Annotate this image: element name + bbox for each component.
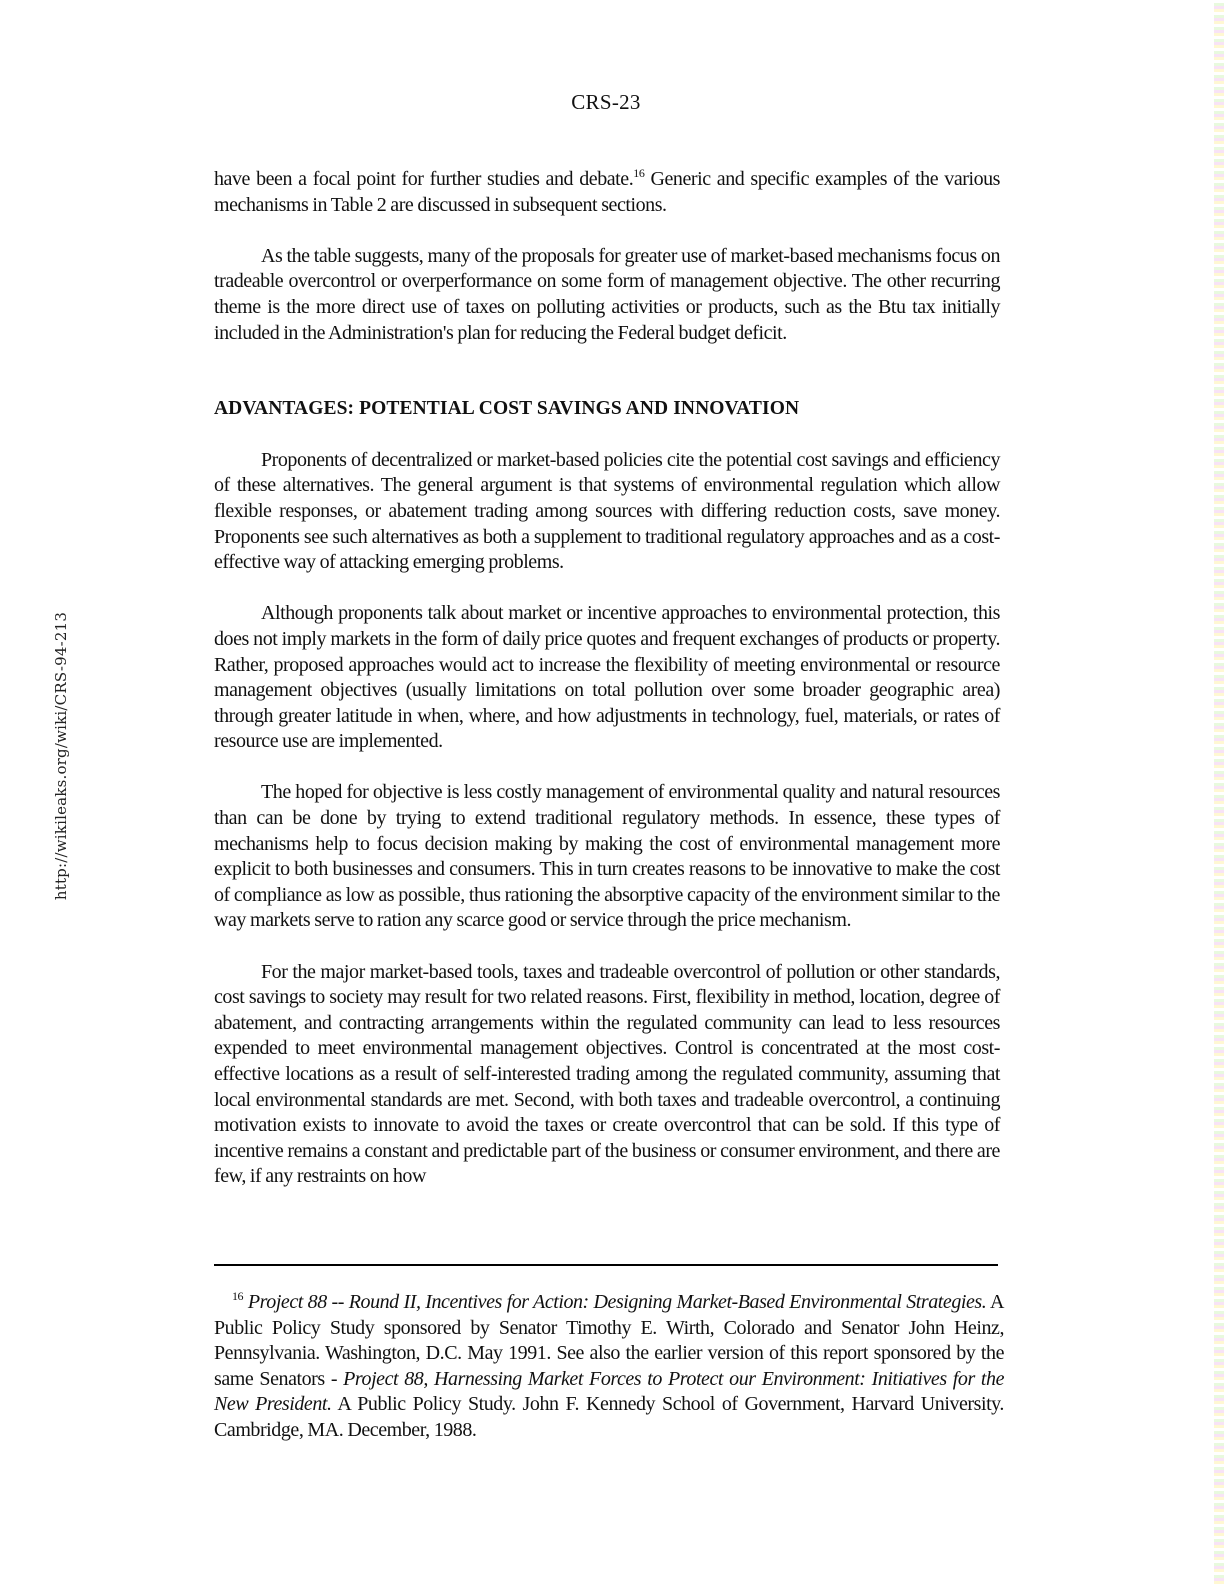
footnote-text-1: A Public Policy Study sponsored by Senator Timothy E. Wirth, Colorado and Senator John Heinz, Pennsylvania. Washington, D.C. May 1991. See also the earlier version of this report sponsored by the same Senators - — [214, 1291, 1004, 1390]
scan-edge-artifact — [1214, 0, 1224, 1584]
paragraph-proponents: Proponents of decentralized or market-based policies cite the potential cost savings and efficiency of these alternatives. The general argument is that systems of environmental regulation which allow flexible responses, or abatement trading among sources with differing reduction costs, save money. Proponents see such alternatives as both a supplement to traditional regulatory approaches and as a cost-effective way of attacking emerging problems. — [214, 448, 1000, 574]
paragraph-market-tools: For the major market-based tools, taxes and tradeable overcontrol of pollution or other standards, cost savings to society may result for two related reasons. First, flexibility in method, location, degree of abatement, and contracting arrangements within the regulated community can lead to less resources expended to meet environmental management objectives. Control is concentrated at the most cost-effective locations as a result of self-interested trading among the regulated community, assuming that local environmental standards are met. Second, with both taxes and tradeable overcontrol, a continuing motivation exists to innovate to avoid the taxes or create overcontrol that can be sold. If this type of incentive remains a constant and predictable part of the business or consumer environment, and there are few, if any restraints on how — [214, 960, 1000, 1188]
footnote-text-2: A Public Policy Study. John F. Kennedy School of Government, Harvard University. Cambridge, MA. December, 1988. — [214, 1393, 1004, 1441]
footnote-number: 16 — [232, 1289, 244, 1303]
footnote-separator — [214, 1264, 998, 1266]
page-number-header: CRS-23 — [571, 90, 641, 114]
document-body — [214, 167, 1000, 1190]
side-margin-url — [50, 598, 72, 914]
footnote-title-1: Project 88 -- Round II, Incentives for Action: Designing Market-Based Environmental Strategies. — [247, 1291, 987, 1313]
side-margin-url-text: http://wikileaks.org/wiki/CRS-94-213 — [52, 611, 71, 901]
paragraph-hoped-objective: The hoped for objective is less costly management of environmental quality and natural resources than can be done by trying to extend traditional regulatory methods. In essence, these types of mechanisms help to focus decision making by making the cost of environmental management more explicit to both businesses and consumers. This in turn creates reasons to be innovative to make the cost of compliance as low as possible, thus rationing the absorptive capacity of the environment similar to the way markets serve to ration any scarce good or service through the price mechanism. — [214, 781, 1000, 932]
paragraph-text: Generic and specific examples of the various mechanisms in Table 2 are discussed in subsequent sections. — [214, 168, 1001, 216]
paragraph-table-suggests: As the table suggests, many of the proposals for greater use of market-based mechanisms focus on tradeable overcontrol or overperformance on some form of management objective. The other recurring theme is the more direct use of taxes on polluting activities or products, such as the Btu tax initially included in the Administration's plan for reducing the Federal budget deficit. — [214, 244, 1000, 344]
footnote-reference[interactable]: 16 — [633, 166, 645, 180]
paragraph-although: Although proponents talk about market or incentive approaches to environmental protection, this does not imply markets in the form of daily price quotes and frequent exchanges of products or property. Rather, proposed approaches would act to increase the flexibility of meeting environmental or resource management objectives (usually limitations on total pollution over some broader geographic area) through greater latitude in when, where, and how adjustments in technology, fuel, materials, or rates of resource use are implemented. — [214, 602, 1000, 753]
footnote-16 — [214, 1290, 1004, 1444]
paragraph-text: have been a focal point for further studies and debate. — [214, 168, 634, 190]
section-heading: ADVANTAGES: POTENTIAL COST SAVINGS AND INNOVATION — [214, 398, 800, 420]
footnote-title-2: Project 88, Harnessing Market Forces to Protect our Environment: Initiatives for the New President. — [214, 1367, 1004, 1416]
paragraph-continuation — [214, 167, 1000, 218]
